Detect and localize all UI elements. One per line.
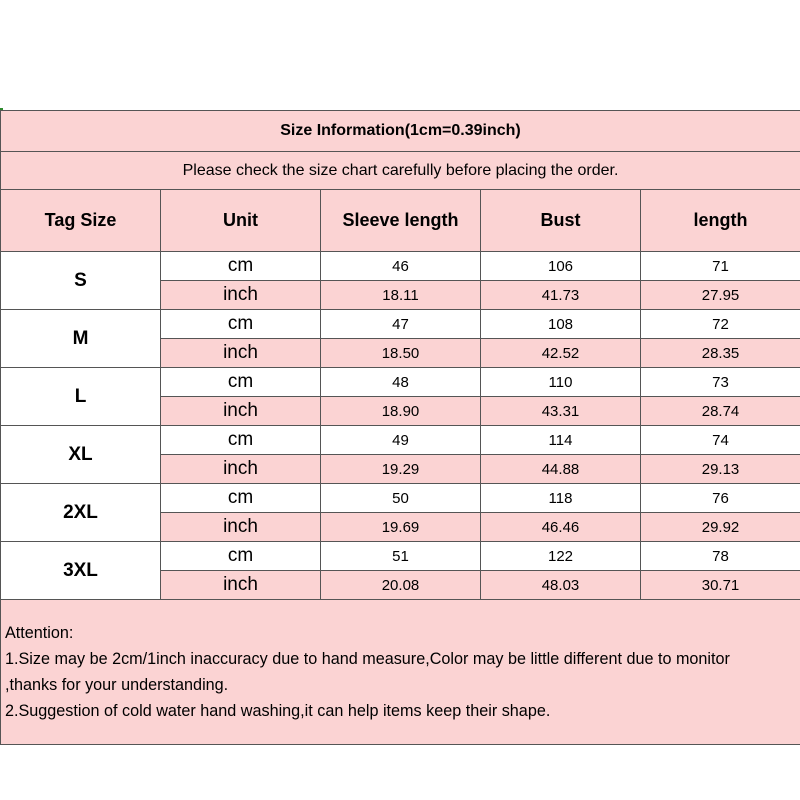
order-notice: Please check the size chart carefully before placing the order.: [1, 152, 800, 190]
table-row: [1, 310, 800, 339]
bust-cell: 42.52: [481, 339, 641, 368]
length-cell: 27.95: [641, 281, 800, 310]
bust-cell: 108: [481, 310, 641, 339]
header-sleeve-length: Sleeve length: [321, 190, 481, 252]
length-cell: 73: [641, 368, 800, 397]
header-unit: Unit: [161, 190, 321, 252]
attention-line: 1.Size may be 2cm/1inch inaccuracy due to hand measure,Color may be little different due to monitor: [5, 650, 730, 668]
unit-cell: inch: [161, 339, 321, 368]
unit-cell: cm: [161, 252, 321, 281]
length-cell: 76: [641, 484, 800, 513]
table-row: [1, 252, 800, 281]
tag-size-cell: S: [1, 252, 161, 310]
tag-size-cell: L: [1, 368, 161, 426]
table-row: [1, 426, 800, 455]
size-chart-table: [0, 110, 800, 745]
length-cell: 74: [641, 426, 800, 455]
unit-cell: inch: [161, 571, 321, 600]
length-cell: 30.71: [641, 571, 800, 600]
bust-cell: 114: [481, 426, 641, 455]
unit-cell: cm: [161, 310, 321, 339]
header-length: length: [641, 190, 800, 252]
table-title: Size Information(1cm=0.39inch): [1, 111, 800, 152]
unit-cell: inch: [161, 397, 321, 426]
unit-cell: inch: [161, 281, 321, 310]
length-cell: 29.92: [641, 513, 800, 542]
table-row: [1, 542, 800, 571]
sleeve-length-cell: 49: [321, 426, 481, 455]
attention-line: 2.Suggestion of cold water hand washing,it can help items keep their shape.: [5, 702, 551, 720]
notice-row: [1, 152, 800, 190]
header-row: [1, 190, 800, 252]
attention-notes: [1, 600, 800, 745]
header-bust: Bust: [481, 190, 641, 252]
table-row: [1, 368, 800, 397]
sleeve-length-cell: 47: [321, 310, 481, 339]
sleeve-length-cell: 18.50: [321, 339, 481, 368]
bust-cell: 110: [481, 368, 641, 397]
sleeve-length-cell: 20.08: [321, 571, 481, 600]
length-cell: 78: [641, 542, 800, 571]
unit-cell: cm: [161, 426, 321, 455]
sleeve-length-cell: 51: [321, 542, 481, 571]
tag-size-cell: 2XL: [1, 484, 161, 542]
attention-row: [1, 600, 800, 745]
sleeve-length-cell: 18.90: [321, 397, 481, 426]
bust-cell: 122: [481, 542, 641, 571]
bust-cell: 41.73: [481, 281, 641, 310]
sleeve-length-cell: 46: [321, 252, 481, 281]
length-cell: 28.35: [641, 339, 800, 368]
length-cell: 72: [641, 310, 800, 339]
unit-cell: cm: [161, 368, 321, 397]
tag-size-cell: 3XL: [1, 542, 161, 600]
unit-cell: cm: [161, 484, 321, 513]
bust-cell: 44.88: [481, 455, 641, 484]
bust-cell: 118: [481, 484, 641, 513]
bust-cell: 46.46: [481, 513, 641, 542]
length-cell: 71: [641, 252, 800, 281]
header-tag-size: Tag Size: [1, 190, 161, 252]
sleeve-length-cell: 50: [321, 484, 481, 513]
sleeve-length-cell: 19.29: [321, 455, 481, 484]
sleeve-length-cell: 48: [321, 368, 481, 397]
length-cell: 29.13: [641, 455, 800, 484]
tag-size-cell: XL: [1, 426, 161, 484]
length-cell: 28.74: [641, 397, 800, 426]
unit-cell: cm: [161, 542, 321, 571]
bust-cell: 106: [481, 252, 641, 281]
bust-cell: 48.03: [481, 571, 641, 600]
table-row: [1, 484, 800, 513]
unit-cell: inch: [161, 455, 321, 484]
unit-cell: inch: [161, 513, 321, 542]
sleeve-length-cell: 18.11: [321, 281, 481, 310]
attention-line: ,thanks for your understanding.: [5, 676, 229, 694]
attention-heading: Attention:: [5, 624, 74, 642]
tag-size-cell: M: [1, 310, 161, 368]
title-row: [1, 111, 800, 152]
bust-cell: 43.31: [481, 397, 641, 426]
sleeve-length-cell: 19.69: [321, 513, 481, 542]
